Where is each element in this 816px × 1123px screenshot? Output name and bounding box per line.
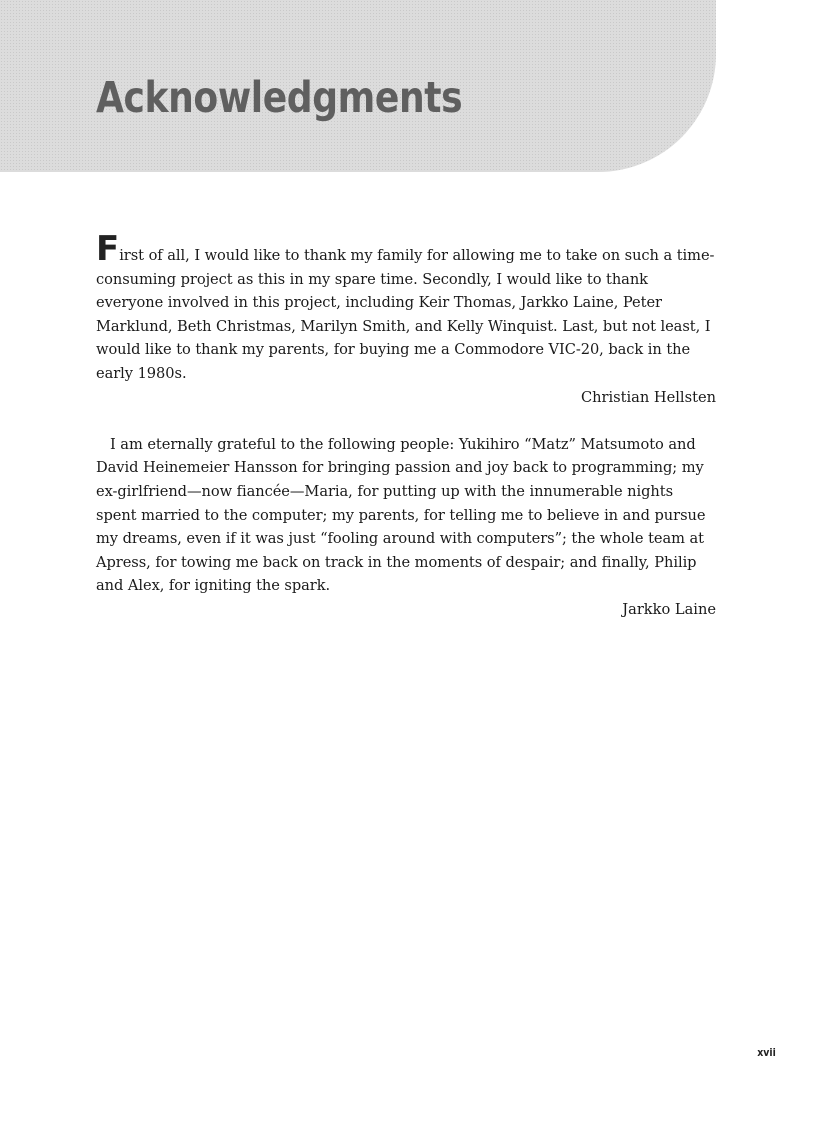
drop-cap: F bbox=[96, 229, 120, 269]
page-number: xvii bbox=[757, 1046, 776, 1059]
chapter-title: Acknowledgments bbox=[96, 73, 463, 123]
acknowledgment-paragraph-2: I am eternally grateful to the following people: Yukihiro “Matz” Matsumoto and David Heinemeier Hansson for bringing passion and joy back to programming; my ex-girlfriend—now fiancée—Maria, for putting up with the innumerable nights spent married to the computer; my parents, for telling me to believe in and pursue my dreams, even if it was just “fooling around with computers”; the whole team at Apress, for towing me back on track in the moments of despair; and finally, Philip and Alex, for igniting the spark. bbox=[96, 435, 706, 595]
acknowledgments-body bbox=[96, 229, 716, 622]
acknowledgment-paragraph-1 bbox=[96, 229, 716, 386]
signature-christian-hellsten: Christian Hellsten bbox=[580, 388, 716, 406]
paragraph-spacer bbox=[96, 409, 716, 433]
signature-jarkko-laine: Jarkko Laine bbox=[622, 600, 716, 618]
paragraph-text: irst of all, I would like to thank my family for allowing me to take on such a time-consuming project as this in my spare time. Secondly, I would like to thank everyone involved in this project, including Keir Thomas, Jarkko Laine, Peter Marklund, Beth Christmas, Marilyn Smith, and Kelly Winquist. Last, but not least, I would like to thank my parents, for buying me a Commodore VIC-20, back in the early 1980s. bbox=[96, 247, 715, 382]
